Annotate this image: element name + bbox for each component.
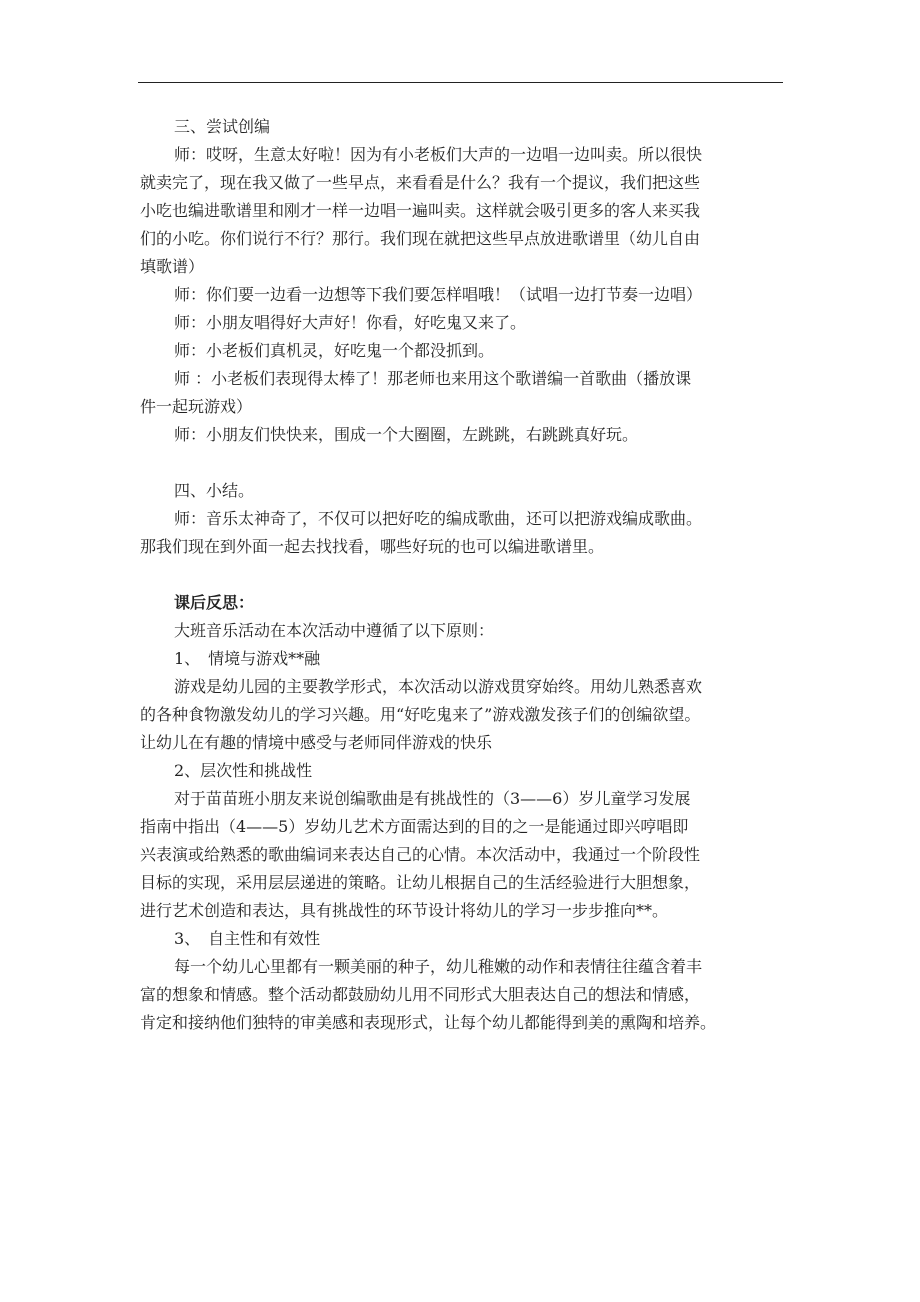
text-line: 指南中指出（4——5）岁幼儿艺术方面需达到的目的之一是能通过即兴哼唱即 — [140, 817, 689, 836]
text-line: 让幼儿在有趣的情境中感受与老师同伴游戏的快乐 — [140, 733, 493, 752]
text-line: 们的小吃。你们说行不行？那行。我们现在就把这些早点放进歌谱里（幼儿自由 — [140, 229, 701, 248]
text-line: 兴表演或给熟悉的歌曲编词来表达自己的心情。本次活动中，我通过一个阶段性 — [140, 845, 701, 864]
text-line: 肯定和接纳他们独特的审美感和表现形式，让每个幼儿都能得到美的熏陶和培养。 — [140, 1013, 717, 1032]
document-body — [140, 113, 790, 1037]
item2-body — [140, 785, 790, 925]
item3-body — [140, 953, 790, 1037]
section3-para3: 师：小朋友唱得好大声好！你看，好吃鬼又来了。 — [174, 313, 527, 332]
spacer — [140, 449, 790, 477]
text-line: 对于苗苗班小朋友来说创编歌曲是有挑战性的（3——6）岁儿童学习发展 — [174, 789, 691, 808]
text-line: 那我们现在到外面一起去找找看，哪些好玩的也可以编进歌谱里。 — [140, 537, 605, 556]
text-line: 每一个幼儿心里都有一颗美丽的种子，幼儿稚嫩的动作和表情往往蕴含着丰 — [174, 957, 703, 976]
text-line: 就卖完了，现在我又做了一些早点，来看看是什么？我有一个提议，我们把这些 — [140, 173, 701, 192]
item1-title: 1、 情境与游戏**融 — [174, 649, 321, 668]
text-line: 富的想象和情感。整个活动都鼓励幼儿用不同形式大胆表达自己的想法和情感， — [140, 985, 701, 1004]
section3-para4: 师：小老板们真机灵，好吃鬼一个都没抓到。 — [174, 341, 495, 360]
reflection-heading: 课后反思： — [174, 593, 255, 612]
spacer — [140, 561, 790, 589]
text-line: 师：哎呀，生意太好啦！因为有小老板们大声的一边唱一边叫卖。所以很快 — [174, 145, 703, 164]
reflection-intro: 大班音乐活动在本次活动中遵循了以下原则： — [174, 621, 495, 640]
text-line: 师：音乐太神奇了，不仅可以把好吃的编成歌曲，还可以把游戏编成歌曲。 — [174, 509, 703, 528]
text-line: 小吃也编进歌谱里和刚才一样一边唱一遍叫卖。这样就会吸引更多的客人来买我 — [140, 201, 701, 220]
section3-para1 — [140, 141, 790, 281]
text-line: 进行艺术创造和表达，具有挑战性的环节设计将幼儿的学习一步步推向**。 — [140, 901, 669, 920]
text-line: 目标的实现，采用层层递进的策略。让幼儿根据自己的生活经验进行大胆想象， — [140, 873, 701, 892]
section3-para6: 师：小朋友们快快来，围成一个大圈圈，左跳跳，右跳跳真好玩。 — [174, 425, 639, 444]
header-rule — [138, 82, 783, 83]
text-line: 游戏是幼儿园的主要教学形式，本次活动以游戏贯穿始终。用幼儿熟悉喜欢 — [174, 677, 703, 696]
item3-title: 3、 自主性和有效性 — [174, 929, 321, 948]
section3-para5 — [140, 365, 790, 421]
text-line: 填歌谱） — [140, 257, 205, 276]
section4-para1 — [140, 505, 790, 561]
text-line: 的各种食物激发幼儿的学习兴趣。用“好吃鬼来了”游戏激发孩子们的创编欲望。 — [140, 705, 701, 724]
section3-heading: 三、尝试创编 — [174, 117, 271, 136]
text-line: 师 ：小老板们表现得太棒了！那老师也来用这个歌谱编一首歌曲（播放课 — [174, 369, 692, 388]
section4-heading: 四、小结。 — [174, 481, 255, 500]
item1-body — [140, 673, 790, 757]
section3-para2: 师：你们要一边看一边想等下我们要怎样唱哦！（试唱一边打节奏一边唱） — [174, 285, 703, 304]
text-line: 件一起玩游戏） — [140, 397, 253, 416]
item2-title: 2、层次性和挑战性 — [174, 761, 313, 780]
